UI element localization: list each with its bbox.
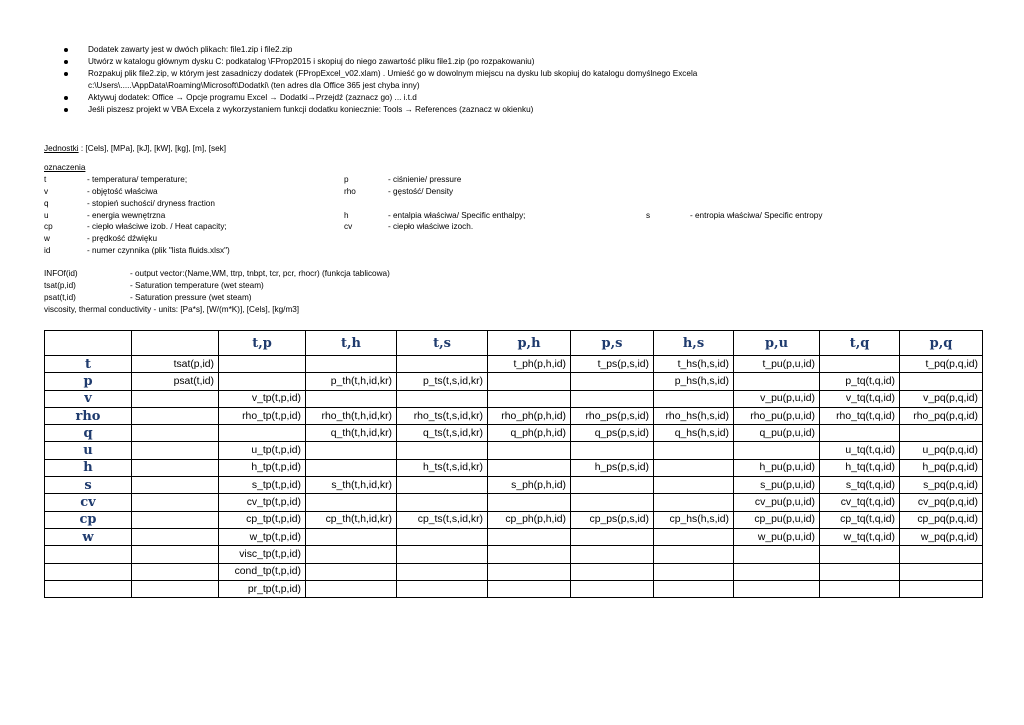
notation-description: - temperatura/ temperature;	[87, 174, 188, 184]
table-cell: psat(t,id)	[132, 373, 219, 390]
table-row	[45, 563, 983, 580]
table-cell: q_ph(p,h,id)	[488, 425, 571, 442]
table-cell	[654, 580, 734, 597]
notation-symbol: cv	[344, 222, 353, 232]
row-header: rho	[45, 407, 132, 424]
instructions-list	[64, 44, 697, 115]
row-header	[45, 546, 132, 563]
table-cell: h_tp(t,p,id)	[219, 459, 306, 476]
instruction-text: Utwórz w katalogu głównym dysku C: podkatalog \FProp2015 i skopiuj do niego zawartość pliku file1.zip (po rozpakowaniu)	[88, 56, 535, 66]
bullet-icon	[64, 60, 68, 64]
table-row	[45, 546, 983, 563]
functions-section	[44, 268, 744, 316]
table-cell	[397, 494, 488, 511]
notation-row	[44, 233, 944, 245]
table-cell: tsat(p,id)	[132, 356, 219, 373]
table-cell: t_hs(h,s,id)	[654, 356, 734, 373]
table-cell: rho_th(t,h,id,kr)	[306, 407, 397, 424]
table-cell	[306, 494, 397, 511]
table-cell	[654, 390, 734, 407]
function-description: - output vector:(Name,WM, ttrp, tnbpt, tcr, pcr, rhocr) (funkcja tablicowa)	[130, 269, 390, 278]
notation-section	[44, 162, 944, 257]
table-cell: t_ps(p,s,id)	[571, 356, 654, 373]
table-cell	[654, 546, 734, 563]
table-cell	[734, 563, 820, 580]
units-line	[44, 143, 226, 155]
table-cell	[132, 442, 219, 459]
table-cell: v_tp(t,p,id)	[219, 390, 306, 407]
function-name: tsat(p,id)	[44, 280, 76, 290]
table-cell: cond_tp(t,p,id)	[219, 563, 306, 580]
table-cell	[132, 563, 219, 580]
notation-symbol: w	[44, 234, 50, 244]
notation-description: - prędkość dźwięku	[87, 234, 158, 244]
table-row	[45, 442, 983, 459]
table-cell	[571, 528, 654, 545]
table-cell	[397, 580, 488, 597]
notation-row	[44, 221, 944, 233]
column-header: p,q	[900, 331, 983, 356]
table-cell: cv_tp(t,p,id)	[219, 494, 306, 511]
bullet-icon	[64, 48, 68, 52]
table-cell	[132, 494, 219, 511]
table-cell: q_hs(h,s,id)	[654, 425, 734, 442]
function-description: - Saturation pressure (wet steam)	[130, 292, 252, 302]
function-row	[44, 280, 744, 292]
table-cell	[488, 580, 571, 597]
table-cell: cp_ph(p,h,id)	[488, 511, 571, 528]
table-cell	[488, 442, 571, 459]
notation-description: - stopień suchości/ dryness fraction	[87, 198, 215, 208]
notation-symbol: cp	[44, 222, 53, 232]
table-cell: cp_th(t,h,id,kr)	[306, 511, 397, 528]
table-cell: s_ph(p,h,id)	[488, 477, 571, 494]
table-cell: h_ts(t,s,id,kr)	[397, 459, 488, 476]
table-cell	[488, 546, 571, 563]
table-cell	[654, 563, 734, 580]
table-cell	[654, 459, 734, 476]
function-name: psat(t,id)	[44, 292, 76, 302]
function-name: viscosity, thermal conductivity - units: [Pa*s], [W/(m*K)], [Cels], [kg/m3]	[44, 304, 300, 314]
table-cell: v_pq(p,q,id)	[900, 390, 983, 407]
table-cell	[132, 528, 219, 545]
table-cell: cp_tp(t,p,id)	[219, 511, 306, 528]
table-cell: rho_ts(t,s,id,kr)	[397, 407, 488, 424]
table-cell	[132, 407, 219, 424]
instruction-text: Rozpakuj plik file2.zip, w którym jest zasadniczy dodatek (FPropExcel_v02.xlam) . Umieść go w dowolnym miejscu na dysku lub skopiuj do katalogu domyślnego Excela	[88, 68, 698, 78]
table-cell: u_tp(t,p,id)	[219, 442, 306, 459]
table-cell: pr_tp(t,p,id)	[219, 580, 306, 597]
table-cell	[820, 546, 900, 563]
table-cell: q_pu(p,u,id)	[734, 425, 820, 442]
table-cell	[820, 425, 900, 442]
table-cell: rho_tp(t,p,id)	[219, 407, 306, 424]
table-cell: w_tq(t,q,id)	[820, 528, 900, 545]
table-cell	[488, 459, 571, 476]
table-cell: p_th(t,h,id,kr)	[306, 373, 397, 390]
column-header: t,h	[306, 331, 397, 356]
notation-symbol: v	[44, 186, 49, 196]
row-header: w	[45, 528, 132, 545]
table-row	[45, 580, 983, 597]
table-cell	[132, 390, 219, 407]
table-cell	[900, 425, 983, 442]
table-cell	[132, 580, 219, 597]
table-cell	[397, 390, 488, 407]
table-cell: t_ph(p,h,id)	[488, 356, 571, 373]
table-cell	[571, 373, 654, 390]
table-cell	[571, 477, 654, 494]
table-cell	[734, 546, 820, 563]
function-name: INFOf(id)	[44, 269, 78, 278]
table-row	[45, 373, 983, 390]
table-cell: cp_ts(t,s,id,kr)	[397, 511, 488, 528]
table-cell	[306, 546, 397, 563]
table-cell	[900, 580, 983, 597]
table-cell	[219, 373, 306, 390]
table-cell: s_tp(t,p,id)	[219, 477, 306, 494]
notation-title: oznaczenia	[44, 163, 86, 172]
table-cell	[820, 580, 900, 597]
notation-symbol: h	[344, 210, 349, 220]
table-cell	[306, 563, 397, 580]
bullet-icon	[64, 108, 68, 112]
column-header: t,p	[219, 331, 306, 356]
table-row	[45, 477, 983, 494]
instruction-item	[64, 104, 697, 116]
row-header: u	[45, 442, 132, 459]
table-cell: u_pq(p,q,id)	[900, 442, 983, 459]
table-cell	[734, 442, 820, 459]
instruction-continuation: c:\Users\.....\AppData\Roaming\Microsoft\Dodatki\ (ten adres dla Office 365 jest chyba inny)	[88, 80, 420, 90]
column-header: p,s	[571, 331, 654, 356]
table-cell	[654, 528, 734, 545]
table-cell	[571, 494, 654, 511]
instruction-item	[64, 68, 697, 92]
table-cell: t_pq(p,q,id)	[900, 356, 983, 373]
table-cell	[132, 459, 219, 476]
table-cell	[734, 580, 820, 597]
table-cell: rho_pu(p,u,id)	[734, 407, 820, 424]
row-header: h	[45, 459, 132, 476]
table-cell	[820, 356, 900, 373]
table-cell	[306, 390, 397, 407]
table-cell	[900, 373, 983, 390]
row-header	[45, 563, 132, 580]
table-cell	[900, 563, 983, 580]
table-cell: q_ps(p,s,id)	[571, 425, 654, 442]
table-cell: h_ps(p,s,id)	[571, 459, 654, 476]
table-cell: cv_tq(t,q,id)	[820, 494, 900, 511]
table-cell: cp_tq(t,q,id)	[820, 511, 900, 528]
table-cell	[306, 356, 397, 373]
row-header: cv	[45, 494, 132, 511]
table-row	[45, 494, 983, 511]
row-header	[45, 580, 132, 597]
table-header-row	[45, 331, 983, 356]
table-row	[45, 459, 983, 476]
table-cell: v_tq(t,q,id)	[820, 390, 900, 407]
table-cell	[306, 528, 397, 545]
table-cell	[488, 494, 571, 511]
table-cell: s_th(t,h,id,kr)	[306, 477, 397, 494]
column-header: p,h	[488, 331, 571, 356]
table-cell: s_pq(p,q,id)	[900, 477, 983, 494]
table-cell	[397, 546, 488, 563]
table-cell: rho_tq(t,q,id)	[820, 407, 900, 424]
table-cell	[306, 459, 397, 476]
table-cell: w_pq(p,q,id)	[900, 528, 983, 545]
table-cell	[571, 563, 654, 580]
row-header: t	[45, 356, 132, 373]
notation-symbol: id	[44, 246, 51, 256]
table-cell	[571, 580, 654, 597]
table-cell: cp_hs(h,s,id)	[654, 511, 734, 528]
table-cell: cp_pq(p,q,id)	[900, 511, 983, 528]
table-cell: cv_pu(p,u,id)	[734, 494, 820, 511]
column-header	[132, 331, 219, 356]
function-table	[44, 330, 983, 598]
table-cell	[571, 546, 654, 563]
notation-description: - gęstość/ Density	[388, 186, 454, 196]
bullet-icon	[64, 96, 68, 100]
table-cell	[219, 356, 306, 373]
table-cell	[654, 442, 734, 459]
table-cell: rho_ph(p,h,id)	[488, 407, 571, 424]
function-row	[44, 304, 744, 316]
notation-symbol: p	[344, 174, 349, 184]
column-header	[45, 331, 132, 356]
notation-description: - ciśnienie/ pressure	[388, 174, 462, 184]
table-row	[45, 425, 983, 442]
notation-row	[44, 186, 944, 198]
table-cell	[132, 546, 219, 563]
row-header: p	[45, 373, 132, 390]
instruction-text: Dodatek zawarty jest w dwóch plikach: file1.zip i file2.zip	[88, 45, 293, 54]
table-cell: u_tq(t,q,id)	[820, 442, 900, 459]
row-header: q	[45, 425, 132, 442]
notation-description: - entalpia właściwa/ Specific enthalpy;	[388, 210, 526, 220]
table-cell: v_pu(p,u,id)	[734, 390, 820, 407]
notation-row	[44, 198, 944, 210]
table-cell: cp_pu(p,u,id)	[734, 511, 820, 528]
table-cell	[734, 373, 820, 390]
table-cell	[654, 494, 734, 511]
table-body	[45, 356, 983, 598]
instruction-item	[64, 56, 697, 68]
table-cell	[397, 477, 488, 494]
table-cell: h_pq(p,q,id)	[900, 459, 983, 476]
table-cell	[132, 477, 219, 494]
table-cell: rho_ps(p,s,id)	[571, 407, 654, 424]
table-cell: s_tq(t,q,id)	[820, 477, 900, 494]
column-header: h,s	[654, 331, 734, 356]
table-cell	[654, 477, 734, 494]
notation-symbol: t	[44, 174, 47, 184]
table-row	[45, 356, 983, 373]
instruction-item	[64, 92, 697, 104]
table-cell: q_th(t,h,id,kr)	[306, 425, 397, 442]
table-cell: p_ts(t,s,id,kr)	[397, 373, 488, 390]
table-cell	[900, 546, 983, 563]
notation-row	[44, 174, 944, 186]
table-cell: p_hs(h,s,id)	[654, 373, 734, 390]
table-cell: cp_ps(p,s,id)	[571, 511, 654, 528]
column-header: t,q	[820, 331, 900, 356]
table-cell	[306, 442, 397, 459]
table-cell: w_pu(p,u,id)	[734, 528, 820, 545]
notation-row	[44, 210, 944, 222]
table-cell: t_pu(p,u,id)	[734, 356, 820, 373]
table-cell	[397, 528, 488, 545]
table-row	[45, 390, 983, 407]
table-cell: h_pu(p,u,id)	[734, 459, 820, 476]
table-cell	[488, 563, 571, 580]
table-row	[45, 511, 983, 528]
table-cell	[132, 425, 219, 442]
bullet-icon	[64, 72, 68, 76]
table-cell: s_pu(p,u,id)	[734, 477, 820, 494]
notation-symbol: s	[646, 210, 651, 220]
table-row	[45, 528, 983, 545]
table-cell	[219, 425, 306, 442]
table-cell: rho_hs(h,s,id)	[654, 407, 734, 424]
notation-description: - objętość właściwa	[87, 186, 158, 196]
table-cell	[571, 390, 654, 407]
table-cell: visc_tp(t,p,id)	[219, 546, 306, 563]
table-cell	[397, 563, 488, 580]
notation-description: - ciepło właściwe izoch.	[388, 222, 474, 232]
notation-symbol: q	[44, 198, 49, 208]
units-text: : [Cels], [MPa], [kJ], [kW], [kg], [m], [sek]	[78, 144, 226, 153]
table-cell: q_ts(t,s,id,kr)	[397, 425, 488, 442]
instruction-item	[64, 44, 697, 56]
table-cell	[488, 390, 571, 407]
notation-row	[44, 245, 944, 257]
table-cell	[397, 442, 488, 459]
notation-description: - energia wewnętrzna	[87, 210, 166, 220]
notation-description: - ciepło właściwe izob. / Heat capacity;	[87, 222, 227, 232]
row-header: s	[45, 477, 132, 494]
column-header: t,s	[397, 331, 488, 356]
table-cell: rho_pq(p,q,id)	[900, 407, 983, 424]
table-cell	[306, 580, 397, 597]
notation-description: - entropia właściwa/ Specific entropy	[690, 210, 823, 220]
table-cell: cv_pq(p,q,id)	[900, 494, 983, 511]
row-header: cp	[45, 511, 132, 528]
notation-symbol: rho	[344, 186, 356, 196]
table-cell	[488, 528, 571, 545]
table-cell	[397, 356, 488, 373]
table-cell	[571, 442, 654, 459]
table-cell: p_tq(t,q,id)	[820, 373, 900, 390]
table-cell	[488, 373, 571, 390]
instruction-text: Jeśli piszesz projekt w VBA Excela z wykorzystaniem funkcji dodatku koniecznie: Tools → References (zaznacz w okienku)	[88, 104, 534, 114]
table-cell: w_tp(t,p,id)	[219, 528, 306, 545]
table-cell	[820, 563, 900, 580]
units-label: Jednostki	[44, 144, 79, 153]
notation-description: - numer czynnika (plik "lista fluids.xlsx")	[87, 246, 230, 256]
column-header: p,u	[734, 331, 820, 356]
function-row	[44, 292, 744, 304]
notation-rows	[44, 174, 944, 257]
function-row	[44, 268, 744, 280]
table-cell: h_tq(t,q,id)	[820, 459, 900, 476]
notation-symbol: u	[44, 210, 49, 220]
row-header: v	[45, 390, 132, 407]
instruction-text: Aktywuj dodatek: Office → Opcje programu Excel → Dodatki→Przejdź (zaznacz go) ... i.t.d	[88, 92, 417, 102]
table-cell	[132, 511, 219, 528]
function-description: - Saturation temperature (wet steam)	[130, 280, 264, 290]
table-row	[45, 407, 983, 424]
